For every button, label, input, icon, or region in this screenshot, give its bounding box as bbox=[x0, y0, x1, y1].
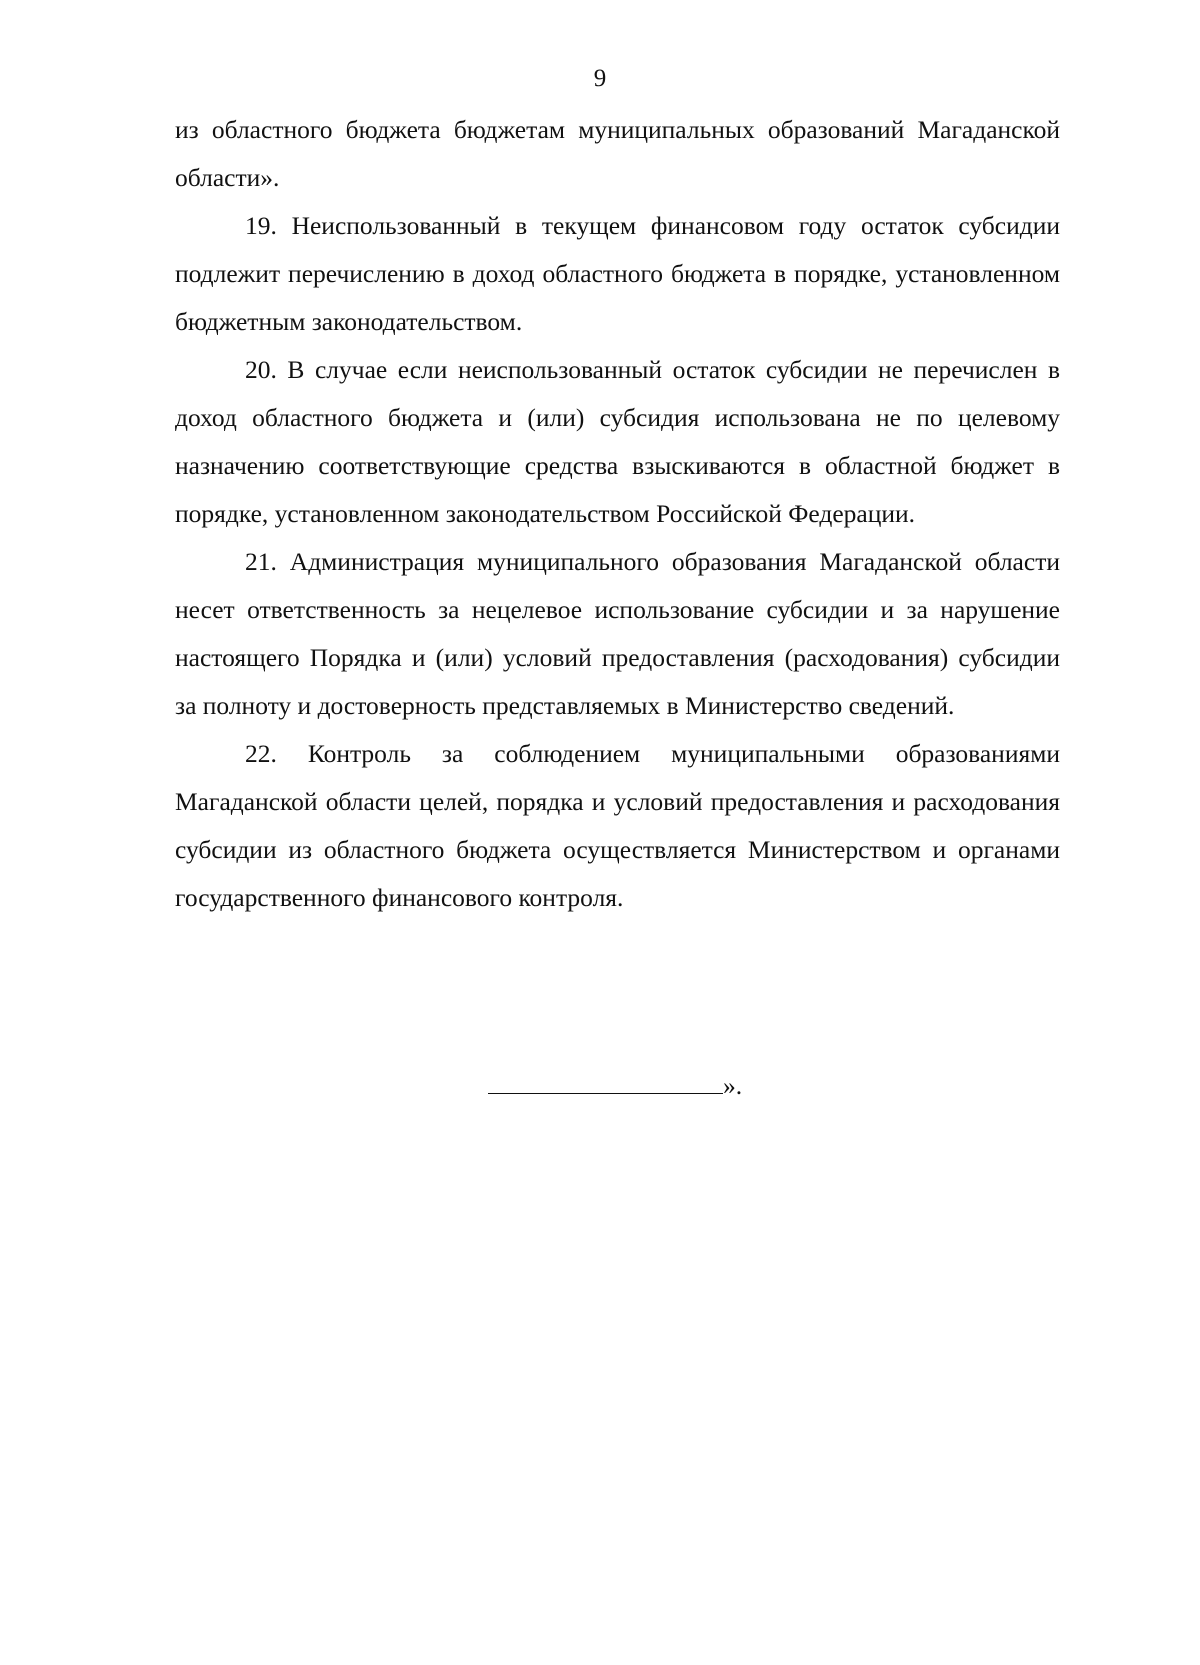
document-body bbox=[175, 106, 1060, 922]
document-ending bbox=[488, 1071, 742, 1101]
paragraph-22: 22. Контроль за соблюдением муниципальными образованиями Магаданской области целей, порядка и условий предоставления и расходования субсидии из областного бюджета осуществляется Министерством и органами государственного финансового контроля. bbox=[175, 739, 1060, 912]
closing-mark: ». bbox=[723, 1071, 743, 1100]
paragraph-20: 20. В случае если неиспользованный остаток субсидии не перечислен в доход областного бюджета и (или) субсидия использована не по целевому назначению соответствующие средства взыскиваются в областной бюджет в порядке, установленном законодательством Российской Федерации. bbox=[175, 355, 1060, 528]
paragraph-19: 19. Неиспользованный в текущем финансовом году остаток субсидии подлежит перечислению в доход областного бюджета в порядке, установленном бюджетным законодательством. bbox=[175, 211, 1060, 336]
ending-underline bbox=[488, 1071, 723, 1094]
paragraph-21: 21. Администрация муниципального образования Магаданской области несет ответственность за нецелевое использование субсидии и за нарушение настоящего Порядка и (или) условий предоставления (расходования) субсидии за полноту и достоверность представляемых в Министерство сведений. bbox=[175, 547, 1060, 720]
paragraph-continued: из областного бюджета бюджетам муниципальных образований Магаданской области». bbox=[175, 115, 1060, 192]
page-number: 9 bbox=[593, 65, 607, 92]
